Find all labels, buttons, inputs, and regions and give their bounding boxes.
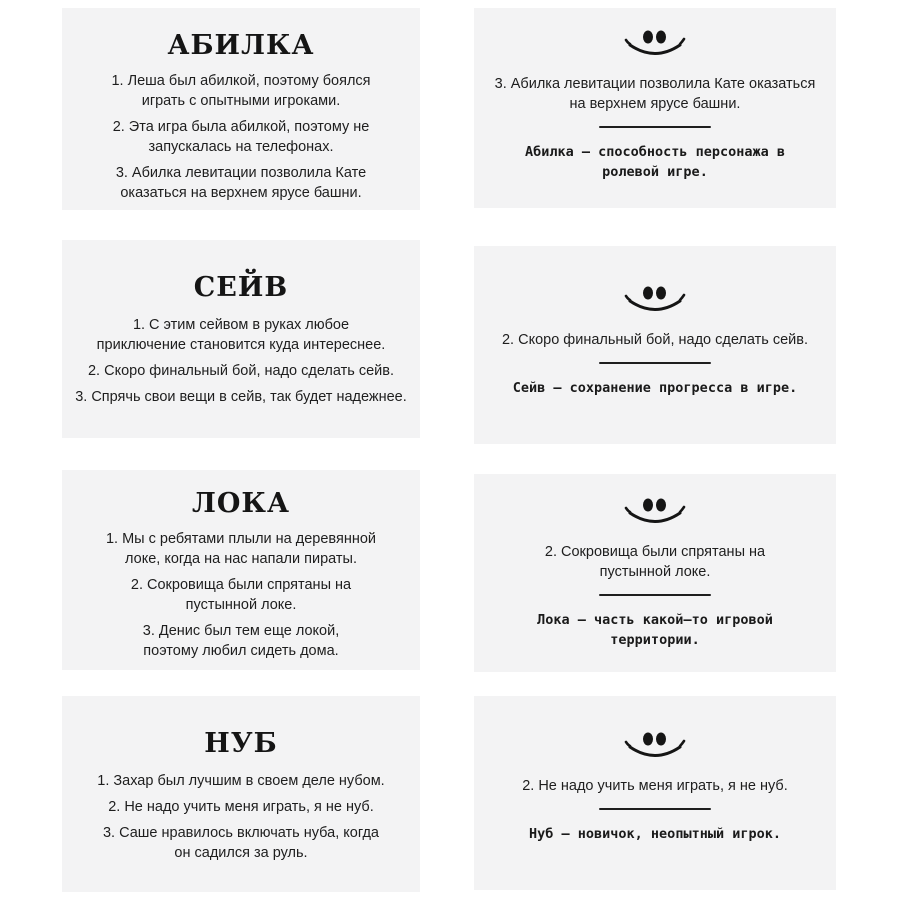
example-sentence: 2. Скоро финальный бой, надо сделать сейв.: [87, 363, 394, 379]
card-word: АБИЛКА: [167, 30, 315, 61]
divider: [599, 808, 711, 810]
smiley-face-icon: [618, 28, 692, 62]
answer-card-loka: [474, 474, 836, 672]
example-sentence: 2. Сокровища были спрятаны на пустынной локе.: [130, 577, 352, 613]
word-definition: Сейв – сохранение прогресса в игре.: [512, 380, 798, 396]
smiley-face-icon: [618, 496, 692, 530]
example-sentence: 2. Не надо учить меня играть, я не нуб.: [108, 799, 374, 815]
word-card-seiv: [62, 240, 420, 438]
example-sentence: 1. С этим сейвом в руках любое приключение становится куда интереснее.: [96, 317, 386, 353]
word-card-loka: [62, 470, 420, 670]
word-definition: Абилка – способность персонажа в ролевой игре.: [524, 144, 786, 180]
answer-example: 2. Не надо учить меня играть, я не нуб.: [522, 778, 788, 794]
smiley-face-icon: [618, 284, 692, 318]
divider: [599, 594, 711, 596]
answer-example: 2. Скоро финальный бой, надо сделать сейв.: [501, 332, 808, 348]
divider: [599, 126, 711, 128]
word-card-abilka: [62, 8, 420, 210]
word-definition: Лока – часть какой–то игровой территории.: [537, 612, 773, 648]
example-sentence: 3. Абилка левитации позволила Кате оказаться на верхнем ярусе башни.: [115, 165, 367, 201]
example-sentence: 2. Эта игра была абилкой, поэтому не запускалась на телефонах.: [112, 119, 370, 155]
smiley-face-icon: [618, 730, 692, 764]
example-sentence: 3. Денис был тем еще локой, поэтому любил сидеть дома.: [142, 623, 340, 659]
example-sentence: 3. Спрячь свои вещи в сейв, так будет надежнее.: [75, 389, 407, 405]
word-definition: Нуб – новичок, неопытный игрок.: [529, 826, 781, 842]
example-sentence: 1. Захар был лучшим в своем деле нубом.: [97, 773, 385, 789]
answer-card-abilka: [474, 8, 836, 208]
answer-example: 2. Сокровища были спрятаны на пустынной локе.: [544, 544, 766, 580]
divider: [599, 362, 711, 364]
example-sentence: 3. Саше нравилось включать нуба, когда он садился за руль.: [102, 825, 379, 861]
word-card-nub: [62, 696, 420, 892]
card-word: НУБ: [204, 728, 278, 759]
answer-card-nub: [474, 696, 836, 890]
card-word: ЛОКА: [192, 488, 290, 519]
example-sentence: 1. Мы с ребятами плыли на деревянной локе, когда на нас напали пираты.: [105, 531, 377, 567]
answer-example: 3. Абилка левитации позволила Кате оказаться на верхнем ярусе башни.: [494, 76, 816, 112]
example-sentence: 1. Леша был абилкой, поэтому боялся играть с опытными игроками.: [111, 73, 371, 109]
card-word: СЕЙВ: [193, 272, 289, 303]
answer-card-seiv: [474, 246, 836, 444]
